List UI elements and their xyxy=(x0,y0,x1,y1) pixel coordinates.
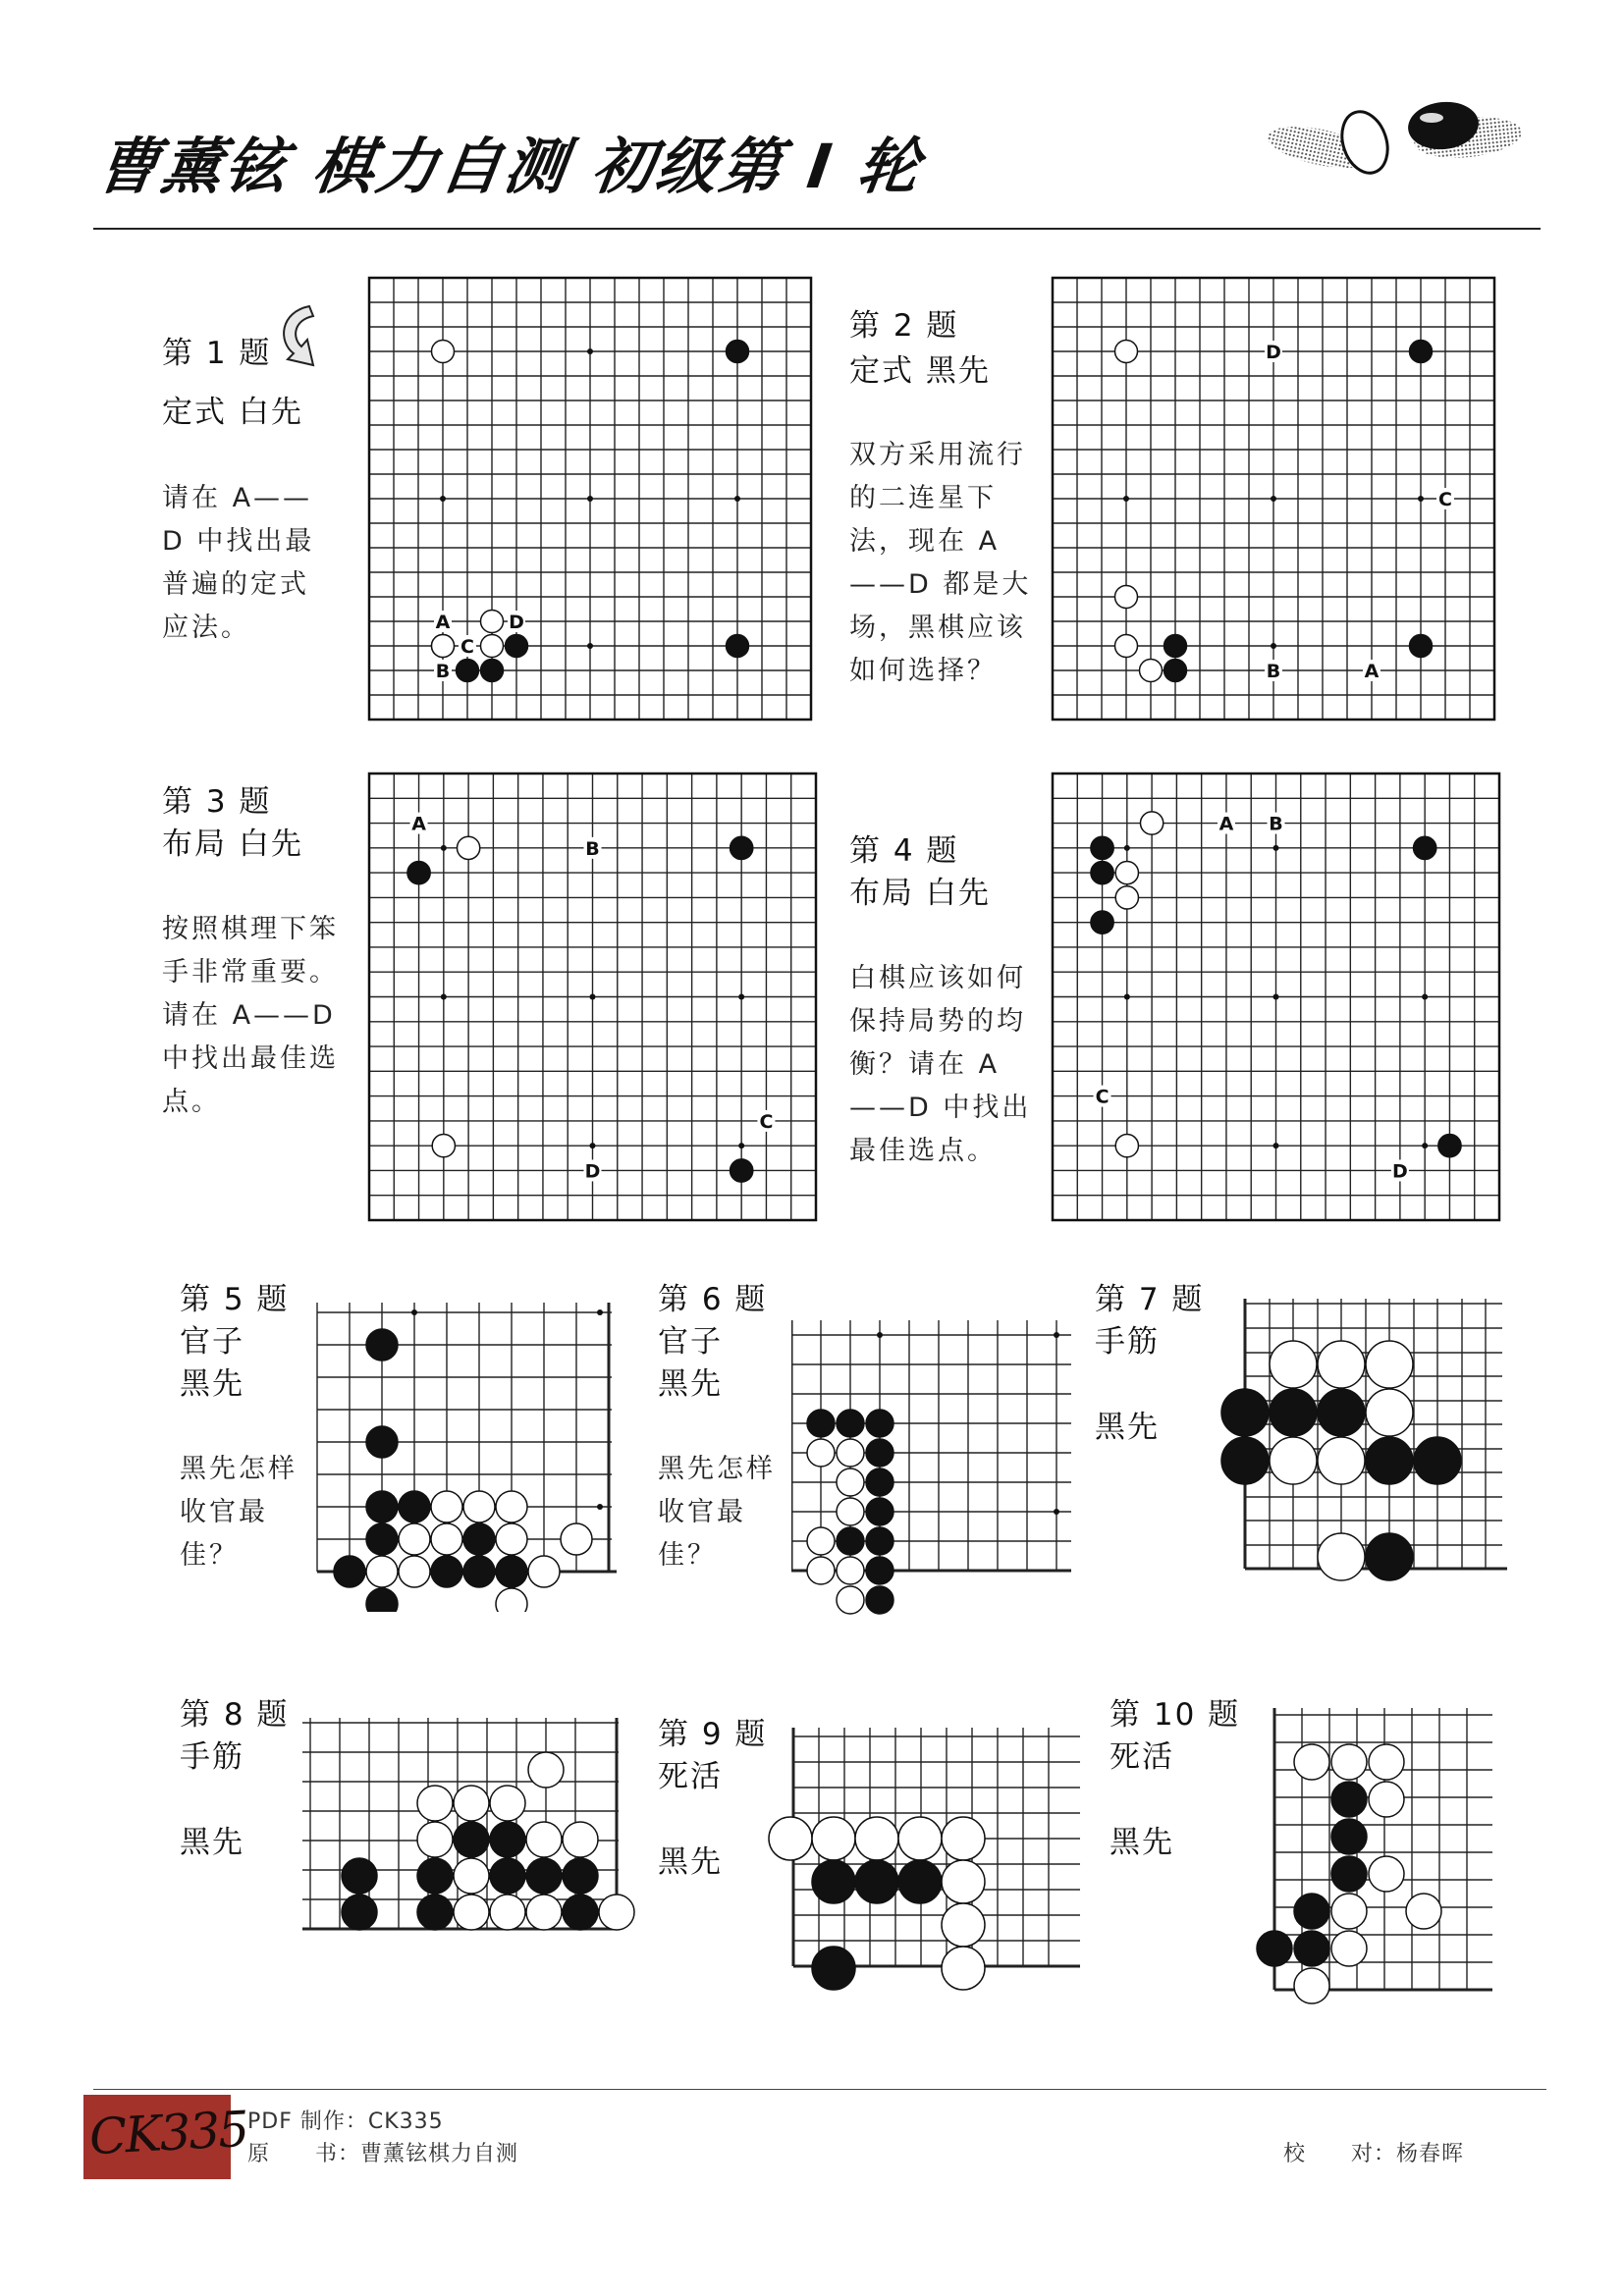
white-stone xyxy=(1140,660,1163,682)
point-label-A: A xyxy=(1218,813,1234,835)
point-label-A: A xyxy=(435,612,451,633)
problem-6-side: 黑先 xyxy=(658,1366,723,1402)
problem-6-description: 黑先怎样收官最佳？ xyxy=(658,1454,776,1571)
point-label-A: A xyxy=(1364,661,1380,682)
problem-9-number: 第 9 题 xyxy=(658,1717,768,1752)
point-label-B: B xyxy=(1266,661,1281,682)
problem-7-type: 手筋 xyxy=(1095,1324,1160,1360)
ck335-logo: CK335 xyxy=(83,2095,231,2179)
problem-6-diagram xyxy=(791,1315,1086,1620)
white-stone xyxy=(457,836,479,859)
problem-10-number: 第 10 题 xyxy=(1110,1697,1241,1733)
hoshi-point xyxy=(1271,496,1276,502)
black-stone xyxy=(1164,635,1187,658)
problem-2-number: 第 2 题 xyxy=(849,308,959,344)
black-stone xyxy=(1438,1135,1461,1157)
point-label-C: C xyxy=(460,636,474,658)
hoshi-point xyxy=(1418,496,1424,502)
black-stone xyxy=(1410,635,1433,658)
hoshi-point xyxy=(1273,845,1279,851)
black-stone xyxy=(731,836,753,859)
hoshi-point xyxy=(1422,994,1428,1000)
point-label-D: D xyxy=(584,1160,601,1183)
curved-arrow-icon xyxy=(270,302,323,381)
problem-8-diagram xyxy=(302,1713,646,1968)
black-stone xyxy=(1091,861,1113,883)
hoshi-point xyxy=(1273,1143,1279,1148)
problem-8-type: 手筋 xyxy=(180,1739,244,1775)
white-stone xyxy=(432,635,455,658)
problem-1-type: 定式 白先 xyxy=(162,395,303,430)
point-label-A: A xyxy=(411,813,426,835)
black-stone xyxy=(407,861,430,883)
problem-8-side: 黑先 xyxy=(180,1825,244,1860)
page-title: 曹薰铉 棋力自测 初级第 I 轮 xyxy=(92,131,927,202)
hoshi-point xyxy=(1422,1143,1428,1148)
hoshi-point xyxy=(590,1143,596,1148)
white-stone xyxy=(1115,586,1138,609)
hoshi-point xyxy=(441,845,447,851)
hoshi-point xyxy=(738,994,744,1000)
problem-4-type: 布局 白先 xyxy=(849,876,991,911)
problem-5-number: 第 5 题 xyxy=(180,1282,290,1317)
problem-7-number: 第 7 题 xyxy=(1095,1282,1205,1317)
problem-3-board xyxy=(369,774,816,1220)
hoshi-point xyxy=(1124,845,1130,851)
hoshi-point xyxy=(734,496,740,502)
point-label-C: C xyxy=(1438,489,1452,510)
problem-6-number: 第 6 题 xyxy=(658,1282,768,1317)
problem-5-diagram xyxy=(314,1298,628,1612)
white-stone xyxy=(432,1135,455,1157)
problem-10-side: 黑先 xyxy=(1110,1825,1174,1860)
black-stone xyxy=(481,660,504,682)
footer-source: 原 书：曹薰铉棋力自测 xyxy=(247,2142,519,2166)
white-stone xyxy=(481,635,504,658)
problem-8-number: 第 8 题 xyxy=(180,1697,290,1733)
white-stone xyxy=(1115,1135,1138,1157)
footer-maker: PDF 制作：CK335 xyxy=(247,2109,444,2134)
point-label-B: B xyxy=(1269,813,1283,835)
white-stone xyxy=(1115,341,1138,363)
problem-4-description: 白棋应该如何保持局势的均衡？请在 A——D 中找出最佳选点。 xyxy=(849,963,1032,1166)
footer-proofreader: 校 对：杨春晖 xyxy=(1283,2142,1465,2166)
point-label-D: D xyxy=(1266,342,1281,363)
white-stone xyxy=(1140,812,1163,834)
problem-7-side: 黑先 xyxy=(1095,1410,1160,1445)
problem-9-diagram xyxy=(766,1723,1080,1998)
black-stone xyxy=(731,1159,753,1182)
problem-3-number: 第 3 题 xyxy=(162,784,272,820)
hoshi-point xyxy=(1271,643,1276,649)
black-stone xyxy=(506,635,528,658)
footer-divider xyxy=(93,2089,1546,2090)
problem-10-type: 死活 xyxy=(1110,1739,1174,1775)
white-stone xyxy=(481,611,504,633)
point-label-D: D xyxy=(509,612,524,633)
black-stone xyxy=(1091,836,1113,859)
problem-3-description: 按照棋理下笨手非常重要。请在 A——D 中找出最佳选点。 xyxy=(162,914,339,1117)
hoshi-point xyxy=(441,994,447,1000)
point-label-D: D xyxy=(1391,1160,1408,1183)
hoshi-point xyxy=(1123,496,1129,502)
hoshi-point xyxy=(587,643,593,649)
problem-2-board xyxy=(1053,278,1494,720)
point-label-B: B xyxy=(585,837,600,860)
white-stone xyxy=(1115,861,1138,883)
hoshi-point xyxy=(1124,994,1130,1000)
black-stone xyxy=(1414,836,1436,859)
problem-4-number: 第 4 题 xyxy=(849,833,959,869)
problem-1-description: 请在 A——D 中找出最普遍的定式应法。 xyxy=(162,483,315,643)
problem-5-type: 官子 xyxy=(180,1324,244,1360)
problem-5-description: 黑先怎样收官最佳？ xyxy=(180,1454,298,1571)
black-stone xyxy=(1164,660,1187,682)
problem-3-type: 布局 白先 xyxy=(162,827,303,862)
point-label-B: B xyxy=(435,661,451,682)
hoshi-point xyxy=(590,994,596,1000)
white-stone xyxy=(1115,886,1138,909)
white-stone xyxy=(432,341,455,363)
hoshi-point xyxy=(1273,994,1279,1000)
black-stone xyxy=(1091,911,1113,934)
point-label-C: C xyxy=(1095,1086,1110,1108)
black-stone xyxy=(727,635,749,658)
problem-6-type: 官子 xyxy=(658,1324,723,1360)
problem-5-side: 黑先 xyxy=(180,1366,244,1402)
hoshi-point xyxy=(587,496,593,502)
problem-7-diagram xyxy=(1218,1294,1512,1608)
black-stone xyxy=(727,341,749,363)
hoshi-point xyxy=(440,496,446,502)
hoshi-point xyxy=(587,348,593,354)
problem-9-side: 黑先 xyxy=(658,1844,723,1880)
header-divider xyxy=(93,228,1541,230)
black-stone xyxy=(1410,341,1433,363)
problem-1-number: 第 1 题 xyxy=(162,336,272,371)
go-stones-logo xyxy=(1267,88,1542,196)
white-stone xyxy=(1115,635,1138,658)
black-stone xyxy=(457,660,479,682)
problem-10-diagram xyxy=(1247,1703,1502,2027)
problem-9-type: 死活 xyxy=(658,1759,723,1794)
hoshi-point xyxy=(738,1143,744,1148)
problem-4-board xyxy=(1053,774,1499,1220)
problem-2-description: 双方采用流行的二连星下法，现在 A——D 都是大场，黑棋应该如何选择？ xyxy=(849,440,1032,686)
point-label-C: C xyxy=(759,1110,774,1133)
problem-2-type: 定式 黑先 xyxy=(849,353,991,389)
problem-1-board xyxy=(369,278,811,720)
